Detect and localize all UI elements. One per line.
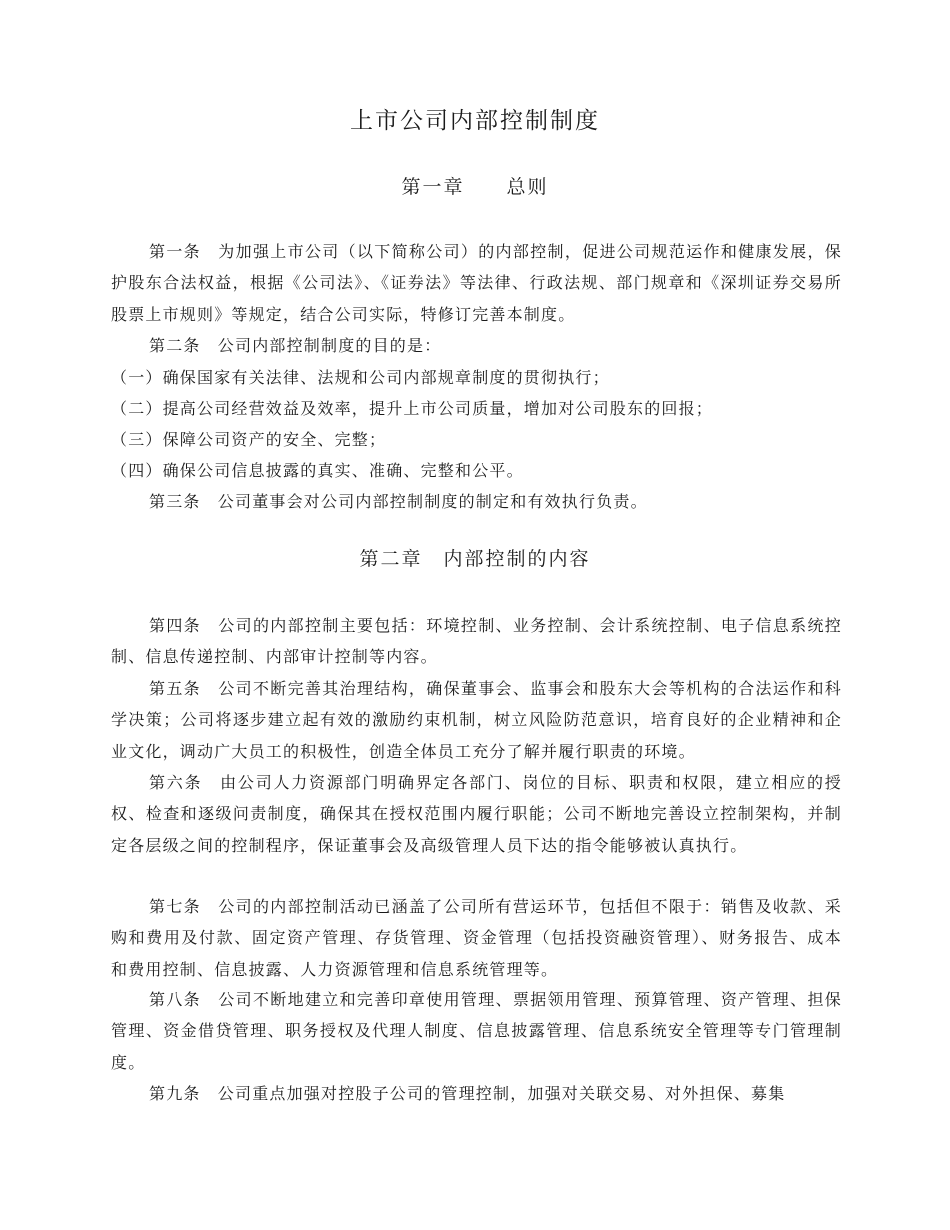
article-2-item-1: （一）确保国家有关法律、法规和公司内部规章制度的贯彻执行； bbox=[111, 368, 610, 387]
article-3: 第三条 公司董事会对公司内部控制制度的制定和有效执行负责。 bbox=[149, 492, 648, 511]
chapter-1-heading: 第一章 总则 bbox=[401, 176, 549, 198]
article-2-item-3: （三）保障公司资产的安全、完整； bbox=[111, 430, 387, 449]
document-title: 上市公司内部控制制度 bbox=[350, 108, 600, 134]
article-2-item-2: （二）提高公司经营效益及效率，提升上市公司质量，增加对公司股东的回报； bbox=[111, 399, 714, 418]
article-8: 第八条 公司不断地建立和完善印章使用管理、票据领用管理、预算管理、资产管理、担保管理、资金借贷管理、职务授权及代理人制度、信息披露管理、信息系统安全管理等专门管理制度。 bbox=[111, 990, 842, 1072]
article-4: 第四条 公司的内部控制主要包括：环境控制、业务控制、会计系统控制、电子信息系统控制、信息传递控制、内部审计控制等内容。 bbox=[111, 616, 842, 667]
article-6: 第六条 由公司人力资源部门明确界定各部门、岗位的目标、职责和权限，建立相应的授权、检查和逐级问责制度，确保其在授权范围内履行职能；公司不断地完善设立控制架构，并制定各层级之间的控制程序，保证董事会及高级管理人员下达的指令能够被认真执行。 bbox=[111, 773, 842, 855]
article-2: 第二条 公司内部控制制度的目的是： bbox=[149, 336, 442, 355]
article-5: 第五条 公司不断完善其治理结构，确保董事会、监事会和股东大会等机构的合法运作和科学决策；公司将逐步建立起有效的激励约束机制，树立风险防范意识，培育良好的企业精神和企业文化，调动广大员工的积极性，创造全体员工充分了解并履行职责的环境。 bbox=[111, 679, 842, 761]
article-9: 第九条 公司重点加强对控股子公司的管理控制，加强对关联交易、对外担保、募集 bbox=[149, 1084, 786, 1103]
article-7: 第七条 公司的内部控制活动已涵盖了公司所有营运环节，包括但不限于：销售及收款、采购和费用及付款、固定资产管理、存货管理、资金管理（包括投资融资管理）、财务报告、成本和费用控制、信息披露、人力资源管理和信息系统管理等。 bbox=[111, 897, 842, 979]
article-1: 第一条 为加强上市公司（以下简称公司）的内部控制，促进公司规范运作和健康发展，保护股东合法权益，根据《公司法》、《证券法》等法律、行政法规、部门规章和《深圳证券交易所股票上市规则》等规定，结合公司实际，特修订完善本制度。 bbox=[111, 242, 842, 324]
chapter-2-heading: 第二章 内部控制的内容 bbox=[359, 548, 591, 570]
article-2-item-4: （四）确保公司信息披露的真实、准确、完整和公平。 bbox=[111, 461, 524, 480]
